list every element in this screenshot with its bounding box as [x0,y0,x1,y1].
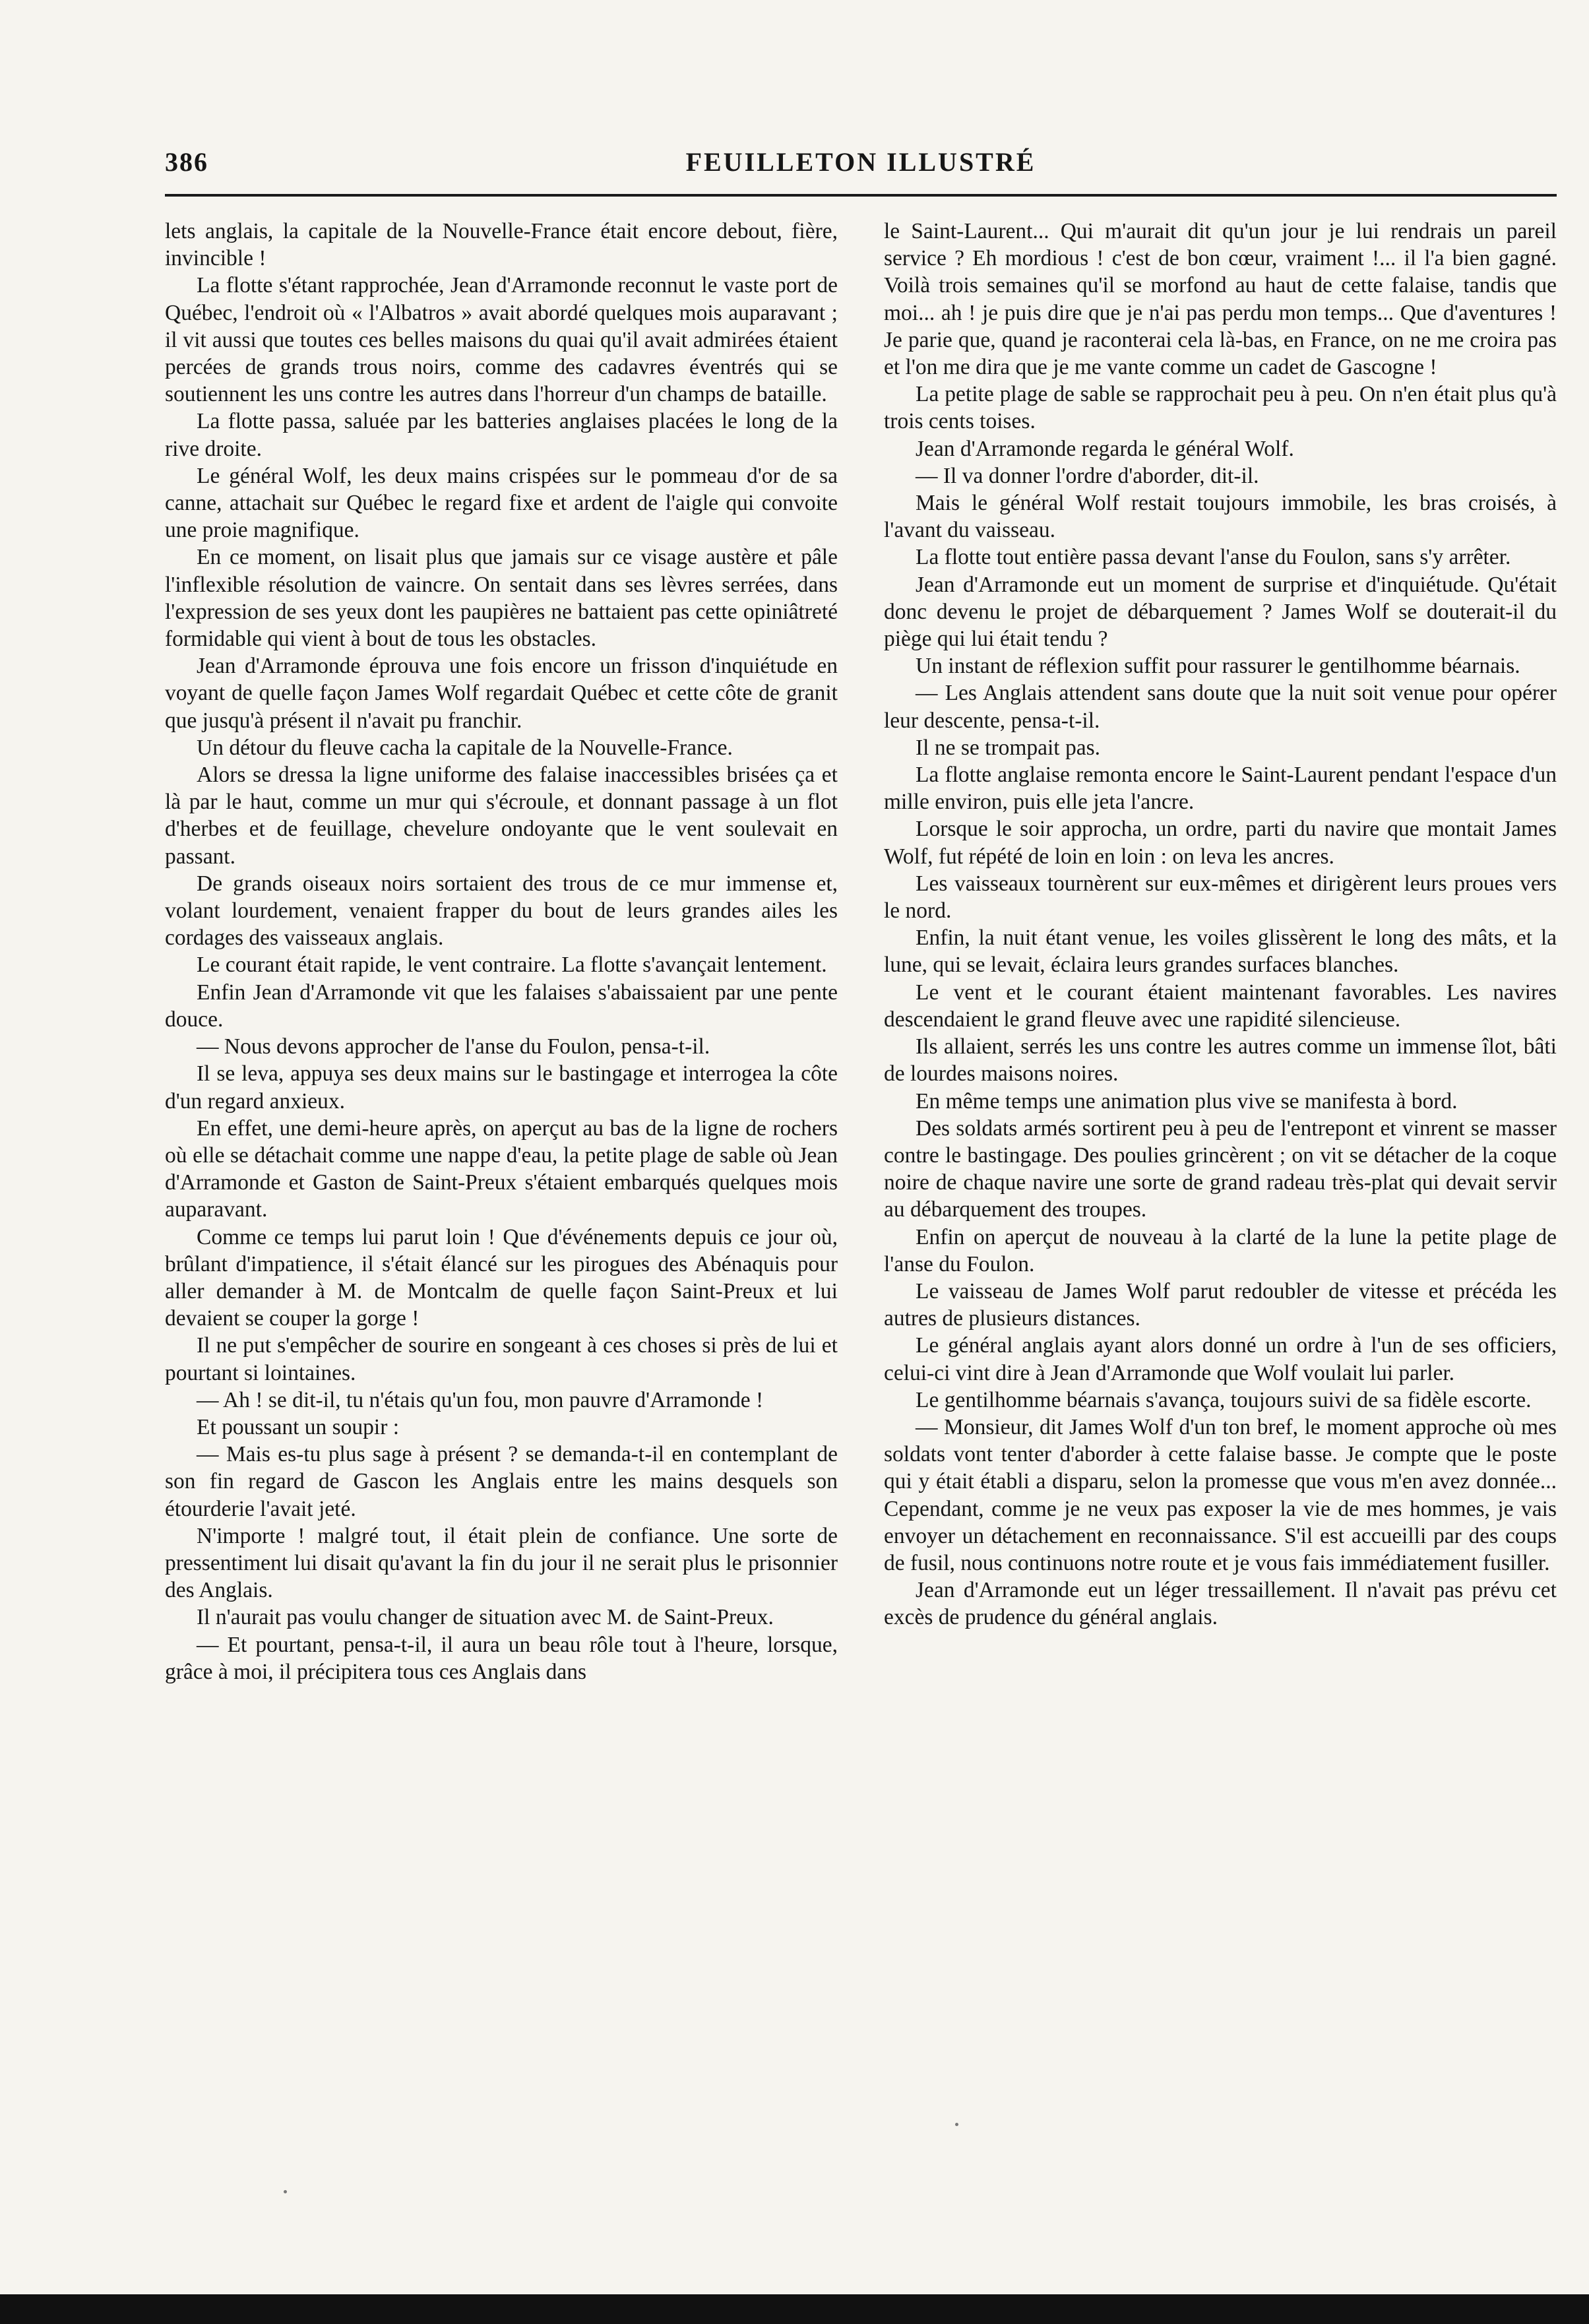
paragraph: Le vent et le courant étaient maintenant favorables. Les navires descendaient le grand fleuve avec une rapidité silencieuse. [884,980,1557,1032]
paragraph: Jean d'Arramonde eut un moment de surprise et d'inquiétude. Qu'était donc devenu le projet de débarquement ? James Wolf se douterait-il du piège qui lui était tendu ? [884,572,1557,652]
paragraph: En ce moment, on lisait plus que jamais sur ce visage austère et pâle l'inflexible résolution de vaincre. On sentait dans ses lèvres serrées, dans l'expression de ses yeux dont les paupières ne battaient pas cette opiniâtreté formidable qui vient à bout de tous les obstacles. [165,545,838,652]
paragraph: — Les Anglais attendent sans doute que la nuit soit venue pour opérer leur descente, pensa-t-il. [884,681,1557,733]
running-title: FEUILLETON ILLUSTRÉ [685,147,1036,177]
paragraph: — Monsieur, dit James Wolf d'un ton bref, le moment approche où mes soldats vont tenter d'aborder à cette falaise basse. Je compte que le poste qui y était établi a disparu, selon la promesse que vous m'en avez donnée... Cependant, comme je ne veux pas exposer la vie de mes hommes, je vais envoyer un détachement en reconnaissance. S'il est accueilli par des coups de fusil, nous continuons notre route et je vous fais immédiatement fusiller. [884,1414,1557,1575]
paragraph: Mais le général Wolf restait toujours immobile, les bras croisés, à l'avant du vaisseau. [884,491,1557,543]
print-speck [955,2123,958,2126]
paragraph: Enfin, la nuit étant venue, les voiles glissèrent le long des mâts, et la lune, qui se levait, éclaira leurs grandes surfaces blanches. [884,926,1557,978]
paragraph: — Nous devons approcher de l'anse du Foulon, pensa-t-il. [197,1034,710,1059]
page-header [165,146,1557,179]
paragraph: Il n'aurait pas voulu changer de situation avec M. de Saint-Preux. [197,1605,774,1630]
paragraph: Enfin Jean d'Arramonde vit que les falaises s'abaissaient par une pente douce. [165,980,838,1032]
paragraph: lets anglais, la capitale de la Nouvelle-France était encore debout, fière, invincible ! [165,219,838,271]
paragraph: Et poussant un soupir : [197,1414,400,1439]
paragraph: Les vaisseaux tournèrent sur eux-mêmes et dirigèrent leurs proues vers le nord. [884,871,1557,924]
paragraph: Jean d'Arramonde regarda le général Wolf. [916,436,1294,461]
paragraph: Jean d'Arramonde eut un léger tressaillement. Il n'avait pas prévu cet excès de prudence du général anglais. [884,1578,1557,1630]
paragraph: — Il va donner l'ordre d'aborder, dit-il. [916,463,1259,488]
paragraph: La petite plage de sable se rapprochait peu à peu. On n'en était plus qu'à trois cents toises. [884,382,1557,434]
paragraph: Le courant était rapide, le vent contraire. La flotte s'avançait lentement. [197,953,827,978]
scan-border [0,2294,1589,2324]
paragraph: Il ne put s'empêcher de sourire en songeant à ces choses si près de lui et pourtant si lointaines. [165,1333,838,1385]
paragraph: Le gentilhomme béarnais s'avança, toujours suivi de sa fidèle escorte. [916,1387,1532,1412]
paragraph: Il ne se trompait pas. [916,735,1101,760]
paragraph: Ils allaient, serrés les uns contre les autres comme un immense îlot, bâti de lourdes maisons noires. [884,1034,1557,1086]
print-speck [284,2190,287,2193]
paragraph: De grands oiseaux noirs sortaient des trous de ce mur immense et, volant lourdement, venaient frapper du bout de leurs grandes ailes les cordages des vaisseaux anglais. [165,871,838,951]
paragraph: Alors se dressa la ligne uniforme des falaise inaccessibles brisées ça et là par le haut, comme un mur qui s'écroule, et donnant passage à un flot d'herbes et de feuillage, chevelure ondoyante que le vent soulevait en passant. [165,763,838,869]
paragraph: Un détour du fleuve cacha la capitale de la Nouvelle-France. [197,735,733,760]
paragraph: Enfin on aperçut de nouveau à la clarté de la lune la petite plage de l'anse du Foulon. [884,1224,1557,1276]
paragraph: Le général Wolf, les deux mains crispées sur le pommeau d'or de sa canne, attachait sur Québec le regard fixe et ardent de l'aigle qui convoite une proie magnifique. [165,463,838,543]
paragraph: Le général anglais ayant alors donné un ordre à l'un de ses officiers, celui-ci vint dire à Jean d'Arramonde que Wolf voulait lui parler. [884,1333,1557,1385]
left-column [165,218,838,1685]
paragraph: — Ah ! se dit-il, tu n'étais qu'un fou, mon pauvre d'Arramonde ! [197,1387,764,1412]
paragraph: le Saint-Laurent... Qui m'aurait dit qu'un jour je lui rendrais un pareil service ? Eh mordious ! c'est de bon cœur, vraiment !... il l'a bien gagné. Voilà trois semaines qu'il se morfond au haut de cette falaise, tandis que moi... ah ! je puis dire que je n'ai pas perdu mon temps... Que d'aventures ! Je parie que, quand je raconterai cela là-bas, en France, on ne me croira pas et l'on me dira que je me vante comme un cadet de Gascogne ! [884,219,1557,380]
paragraph: Il se leva, appuya ses deux mains sur le bastingage et interrogea la côte d'un regard anxieux. [165,1061,838,1114]
paragraph: En même temps une animation plus vive se manifesta à bord. [916,1088,1458,1114]
header-rule [165,194,1557,197]
paragraph: — Et pourtant, pensa-t-il, il aura un beau rôle tout à l'heure, lorsque, grâce à moi, il précipitera tous ces Anglais dans [165,1632,838,1684]
paragraph: Le vaisseau de James Wolf parut redoubler de vitesse et précéda les autres de plusieurs distances. [884,1278,1557,1331]
paragraph: Lorsque le soir approcha, un ordre, parti du navire que montait James Wolf, fut répété de loin en loin : on leva les ancres. [884,817,1557,869]
paragraph: En effet, une demi-heure après, on aperçut au bas de la ligne de rochers où elle se détachait comme une nappe d'eau, la petite plage de sable où Jean d'Arramonde et Gaston de Saint-Preux s'étaient embarqués quelques mois auparavant. [165,1115,838,1222]
paragraph: La flotte s'étant rapprochée, Jean d'Arramonde reconnut le vaste port de Québec, l'endroit où « l'Albatros » avait abordé quelques mois auparavant ; il vit aussi que toutes ces belles maisons du quai qu'il avait admirées étaient percées de grands trous noirs, comme des cadavres éventrés qui se soutiennent les uns contre les autres dans l'horreur d'un champs de bataille. [165,273,838,407]
paragraph: Des soldats armés sortirent peu à peu de l'entrepont et vinrent se masser contre le bastingage. Des poulies grincèrent ; on vit se détacher de la coque noire de chaque navire une sorte de grand radeau très-plat qui devait servir au débarquement des troupes. [884,1115,1557,1222]
paragraph: Jean d'Arramonde éprouva une fois encore un frisson d'inquiétude en voyant de quelle façon James Wolf regardait Québec et cette côte de granit que jusqu'à présent il n'avait pu franchir. [165,654,838,733]
page-number: 386 [165,147,208,177]
paragraph: La flotte anglaise remonta encore le Saint-Laurent pendant l'espace d'un mille environ, puis elle jeta l'ancre. [884,763,1557,815]
paragraph: N'importe ! malgré tout, il était plein de confiance. Une sorte de pressentiment lui disait qu'avant la fin du jour il ne serait plus le prisonnier des Anglais. [165,1523,838,1603]
right-column [884,218,1557,1631]
paragraph: Comme ce temps lui parut loin ! Que d'événements depuis ce jour où, brûlant d'impatience, il s'était élancé sur les pirogues des Abénaquis pour aller demander à M. de Montcalm de quelle façon Saint-Preux et lui devaient se couper la gorge ! [165,1224,838,1331]
paragraph: Un instant de réflexion suffit pour rassurer le gentilhomme béarnais. [916,654,1520,679]
paragraph: La flotte tout entière passa devant l'anse du Foulon, sans s'y arrêter. [916,545,1511,570]
paragraph: — Mais es-tu plus sage à présent ? se demanda-t-il en contemplant de son fin regard de Gascon les Anglais entre les mains desquels son étourderie l'avait jeté. [165,1442,838,1521]
paragraph: La flotte passa, saluée par les batteries anglaises placées le long de la rive droite. [165,409,838,461]
